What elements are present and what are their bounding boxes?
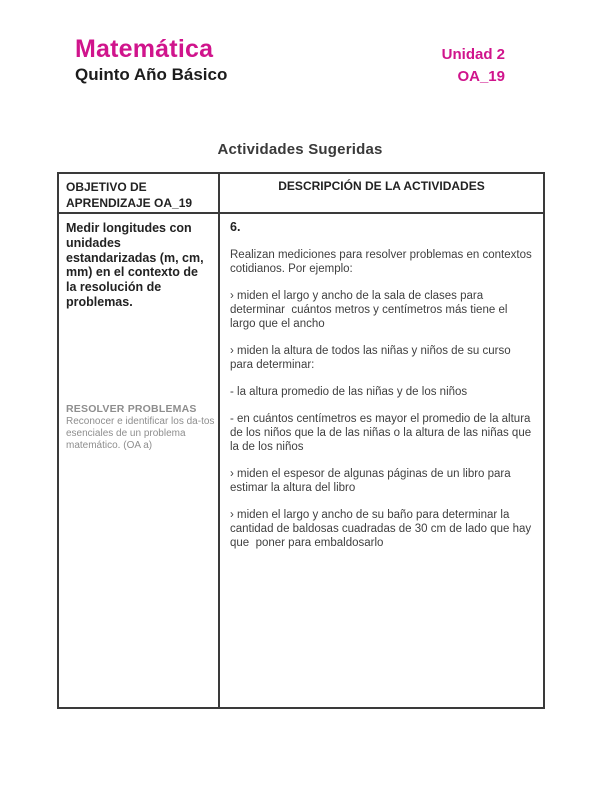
- activity-number: 6.: [230, 220, 241, 234]
- skill-block: [66, 403, 216, 453]
- activity-paragraph: Realizan mediciones para resolver problemas en contextos cotidianos. Por ejemplo:: [230, 249, 535, 276]
- objective-header-cell: OBJETIVO DE APRENDIZAJE OA_19: [59, 174, 220, 214]
- unit-label: Unidad 2: [441, 46, 505, 63]
- subject-title: Matemática: [75, 35, 214, 63]
- header-unit-block: [442, 44, 505, 88]
- activity-cell: [220, 214, 543, 707]
- header-brand: [75, 36, 227, 85]
- oa-code-label: OA_19: [457, 67, 505, 85]
- skill-title: RESOLVER PROBLEMAS: [66, 402, 197, 415]
- skill-description: Reconocer e identificar los da-tos esenciales de un problema matemático. (OA a): [66, 416, 215, 452]
- activities-table: [57, 172, 545, 709]
- activity-paragraph: › miden el espesor de algunas páginas de un libro para estimar la altura del libro: [230, 468, 514, 495]
- activity-paragraph: - la altura promedio de las niñas y de los niños: [230, 386, 468, 399]
- grade-subtitle: Quinto Año Básico: [75, 65, 228, 85]
- objective-cell: [59, 214, 220, 707]
- activity-paragraph: › miden el largo y ancho de la sala de clases para determinar cuántos metros y centímetros más tiene el largo que el ancho: [230, 290, 511, 331]
- activity-paragraph: - en cuántos centímetros es mayor el promedio de la altura de los niños que la de las niñas o la altura de las niñas que la de los niños: [230, 413, 535, 454]
- activity-paragraph: › miden la altura de todos las niñas y niños de su curso para determinar:: [230, 345, 514, 372]
- section-title: Actividades Sugeridas: [217, 141, 383, 158]
- description-header-cell: DESCRIPCIÓN DE LA ACTIVIDADES: [220, 174, 543, 214]
- objective-text: Medir longitudes con unidades estandarizadas (m, cm, mm) en el contexto de la resolución de problemas.: [66, 221, 204, 309]
- activity-paragraph: › miden el largo y ancho de su baño para determinar la cantidad de baldosas cuadradas de 30 cm de lado que hay que poner para embaldosarlo: [230, 509, 535, 550]
